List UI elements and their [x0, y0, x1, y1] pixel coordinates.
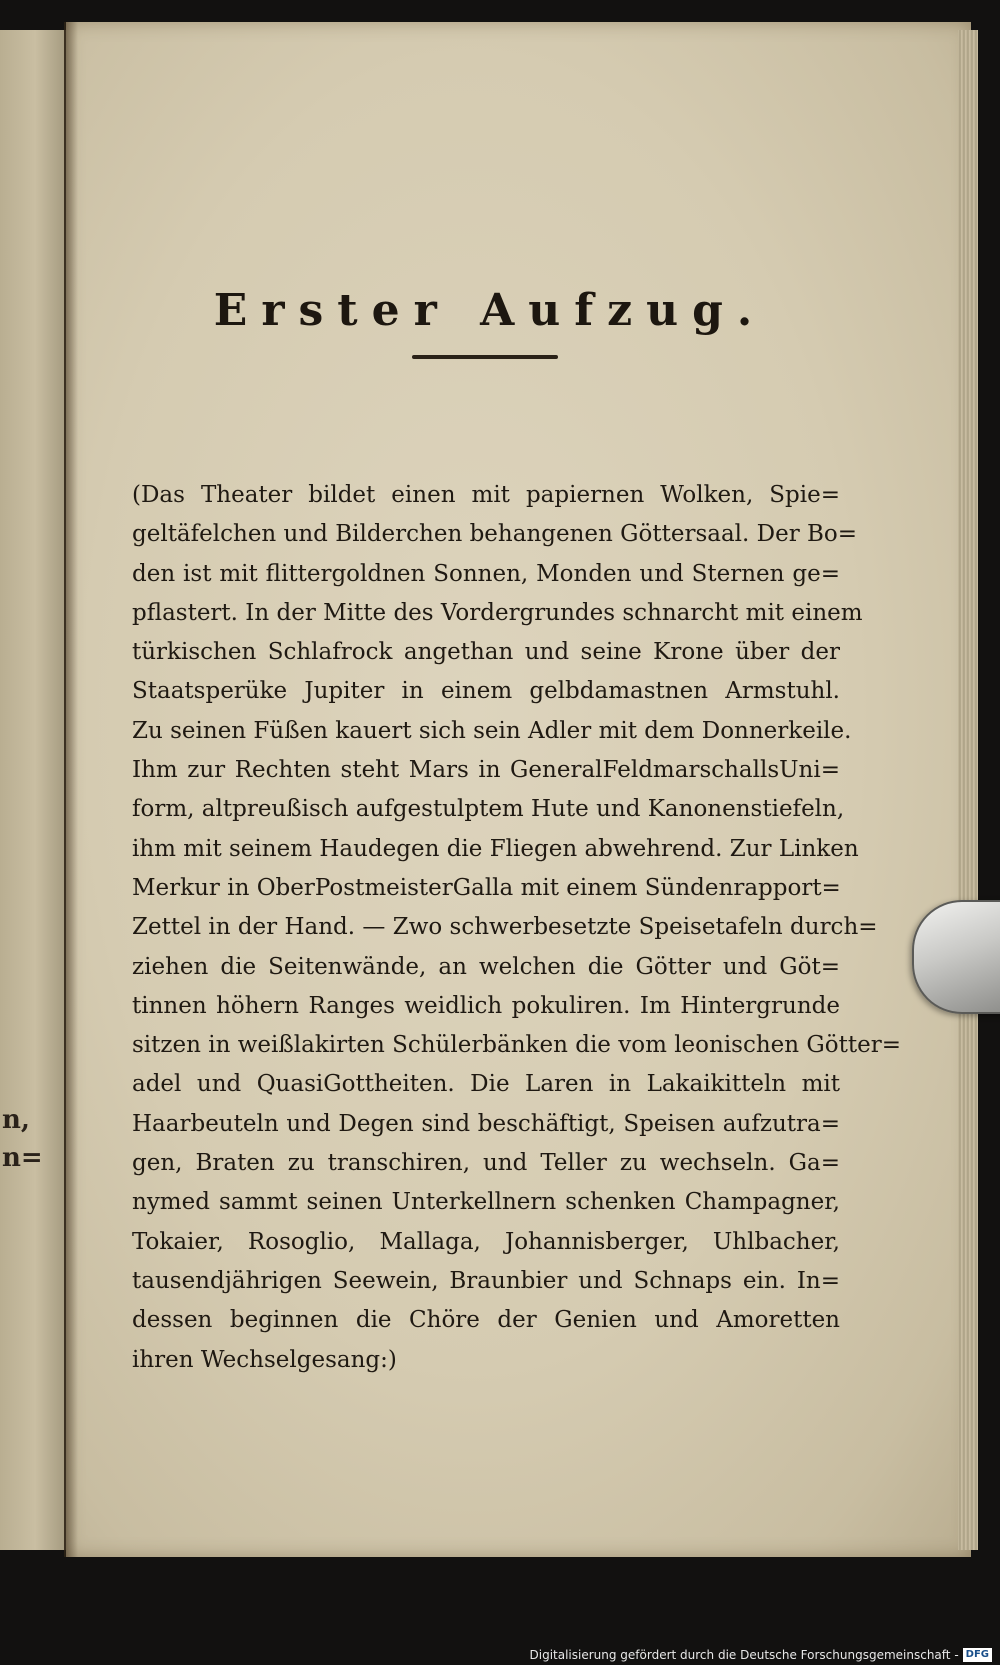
text-line: Haarbeuteln und Degen sind beschäftigt, Speisen aufzutra= — [132, 1110, 840, 1137]
text-line: Merkur in OberPostmeisterGalla mit einem Sündenrapport= — [132, 874, 841, 901]
text-line: dessen beginnen die Chöre der Genien und Amoretten — [132, 1307, 840, 1334]
text-line: geltäfelchen und Bilderchen behangenen Göttersaal. Der Bo= — [132, 521, 858, 548]
text-line: Zettel in der Hand. — Zwo schwerbesetzte Speisetafeln durch= — [132, 914, 878, 941]
digitization-credit — [530, 1648, 993, 1662]
margin-fragment: n= — [2, 1143, 43, 1173]
text-line: ihm mit seinem Haudegen die Fliegen abwehrend. Zur Linken — [132, 835, 859, 862]
act-heading: Erster Aufzug. — [213, 285, 767, 336]
page-block-edge — [958, 30, 978, 1550]
text-line: Tokaier, Rosoglio, Mallaga, Johannisberger, Uhlbacher, — [132, 1228, 840, 1255]
credit-text: Digitalisierung gefördert durch die Deutsche Forschungsgemeinschaft - — [529, 1648, 959, 1662]
dfg-logo: DFG — [963, 1648, 992, 1662]
text-line: tausendjährigen Seewein, Braunbier und Schnaps ein. In= — [132, 1267, 840, 1294]
text-line: Ihm zur Rechten steht Mars in GeneralFeldmarschallsUni= — [132, 757, 840, 784]
text-line: türkischen Schlafrock angethan und seine Krone über der — [132, 639, 840, 666]
spine-shadow — [64, 22, 78, 1557]
text-line: ziehen die Seitenwände, an welchen die Götter und Göt= — [132, 953, 840, 980]
text-line: nymed sammt seinen Unterkellnern schenken Champagner, — [132, 1189, 840, 1216]
text-line: (Das Theater bildet einen mit papiernen Wolken, Spie= — [132, 482, 840, 508]
heading-rule — [412, 355, 558, 359]
text-line: tinnen höhern Ranges weidlich pokuliren. Im Hintergrunde — [132, 992, 840, 1019]
text-line: pflastert. In der Mitte des Vordergrundes schnarcht mit einem — [132, 599, 863, 626]
text-line: ihren Wechselgesang:) — [132, 1346, 397, 1373]
text-line: den ist mit flittergoldnen Sonnen, Monden und Sternen ge= — [132, 560, 840, 587]
previous-page-edge — [0, 30, 67, 1550]
text-line: gen, Braten zu transchiren, und Teller zu wechseln. Ga= — [132, 1150, 840, 1177]
text-line: sitzen in weißlakirten Schülerbänken die vom leonischen Götter= — [132, 1032, 901, 1059]
text-line: form, altpreußisch aufgestulptem Hute und Kanonenstiefeln, — [132, 796, 845, 823]
text-line: Zu seinen Füßen kauert sich sein Adler mit dem Donnerkeile. — [132, 717, 852, 744]
text-line: Staatsperüke Jupiter in einem gelbdamastnen Armstuhl. — [132, 678, 840, 705]
margin-fragment: n, — [2, 1105, 30, 1135]
stage-direction — [132, 476, 901, 1380]
text-line: adel und QuasiGottheiten. Die Laren in Lakaikitteln mit — [132, 1071, 840, 1098]
page-clip — [912, 900, 1000, 1014]
